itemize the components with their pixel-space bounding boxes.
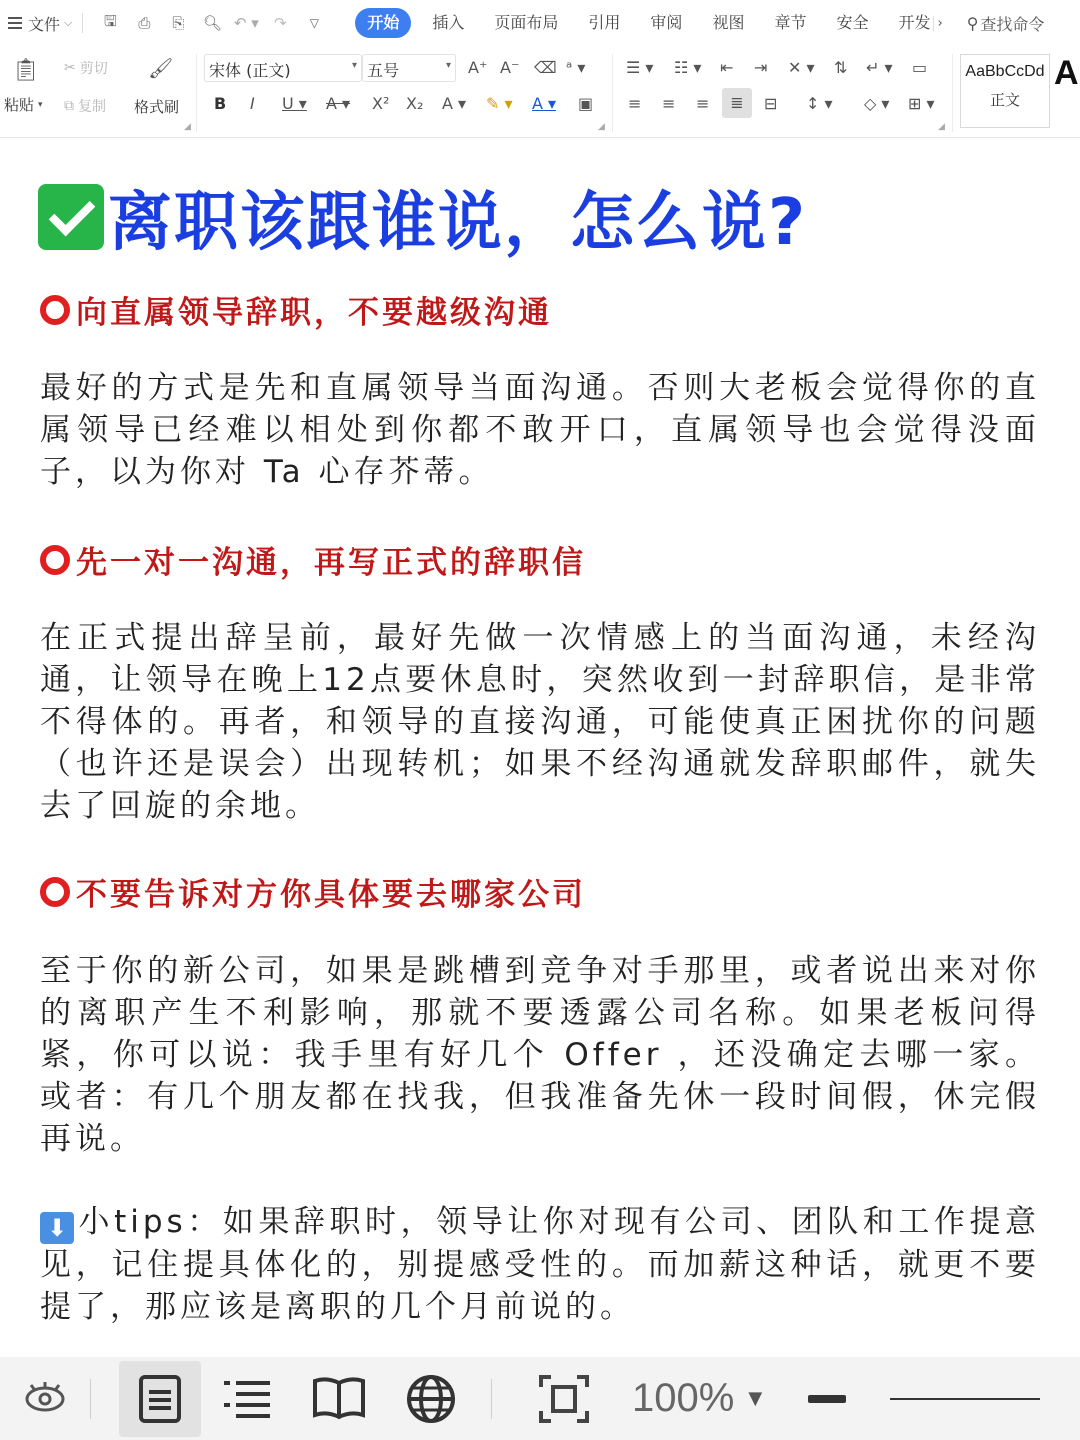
book-icon	[311, 1375, 367, 1423]
style-heading-preview[interactable]: A	[1054, 54, 1079, 92]
sort-icon[interactable]: ⇅	[834, 58, 848, 77]
style-normal[interactable]	[960, 54, 1050, 128]
zoom-level[interactable]: 100%	[632, 1376, 735, 1420]
file-menu[interactable]	[28, 12, 72, 35]
section-heading-text: 不要告诉对方你具体要去哪家公司	[76, 877, 586, 913]
section-paragraph: 最好的方式是先和直属领导当面沟通。否则大老板会觉得你的直属领导已经难以相处到你都不敢开口，直属领导也会觉得没面子，以为你对 Ta 心存芥蒂。	[40, 370, 1040, 490]
section-heading-text: 先一对一沟通，再写正式的辞职信	[76, 545, 586, 581]
fit-page-icon	[537, 1373, 591, 1425]
export-icon[interactable]: ⎙	[138, 14, 151, 32]
divider	[491, 1379, 492, 1419]
char-border-icon[interactable]: ▣	[578, 94, 594, 113]
status-bar	[0, 1357, 1080, 1440]
ruler-icon[interactable]: ▭	[912, 58, 928, 77]
fit-page-button[interactable]	[520, 1364, 608, 1434]
tab-home[interactable]: 开始	[355, 8, 411, 38]
chevron-down-icon: ▾	[351, 60, 357, 71]
document-page[interactable]	[0, 139, 1080, 1357]
title-text: 离职该跟谁说，怎么说?	[108, 186, 808, 260]
style-name: 正文	[989, 91, 1020, 109]
font-size-select[interactable]	[362, 54, 456, 82]
subscript-icon[interactable]: X₂	[406, 94, 424, 113]
section-paragraph: 在正式提出辞呈前，最好先做一次情感上的当面沟通，未经沟通，让领导在晚上12点要休息时，突然收到一封辞职信，是非常不得体的。再者，和领导的直接沟通，可能使真正困扰你的问题（也许还是误会）出现转机；如果不经沟通就发辞职邮件，就失去了回旋的余地。	[40, 620, 1040, 824]
page-view-icon	[137, 1374, 183, 1424]
customize-icon[interactable]: ▽	[309, 16, 319, 30]
align-left-icon[interactable]: ≡	[628, 94, 642, 113]
file-menu-label: 文件	[28, 14, 61, 34]
numbered-list-icon[interactable]: ☷ ▾	[674, 58, 702, 77]
format-painter-button[interactable]: 格式刷	[134, 98, 180, 116]
outline-view-button[interactable]	[201, 1364, 293, 1434]
align-center-icon[interactable]: ≡	[662, 94, 676, 113]
divider	[952, 54, 953, 132]
borders-icon[interactable]: ⊞ ▾	[908, 94, 935, 113]
divider	[196, 54, 197, 132]
search-command-label: 查找命令	[980, 14, 1045, 34]
section-heading	[40, 869, 586, 914]
copy-label: 复制	[78, 99, 106, 115]
font-name-select[interactable]	[204, 54, 362, 82]
undo-icon[interactable]: ↶ ▾	[233, 14, 259, 32]
divider	[612, 54, 613, 132]
paragraph-launcher-icon[interactable]: ◢	[938, 122, 945, 132]
tab-chapter[interactable]: 章节	[774, 13, 807, 32]
section-heading-text: 向直属领导辞职，不要越级沟通	[76, 295, 552, 331]
section-heading	[40, 287, 552, 332]
bullet-list-icon[interactable]: ☰ ▾	[626, 58, 654, 77]
decrease-indent-icon[interactable]: ⇤	[720, 58, 734, 77]
redo-icon[interactable]: ↷	[274, 14, 287, 32]
outline-icon	[222, 1377, 272, 1421]
section-heading	[40, 537, 586, 582]
more-tabs-icon[interactable]: ›	[933, 16, 943, 31]
chevron-down-icon[interactable]: ▼	[748, 1388, 763, 1409]
check-mark-icon	[38, 184, 104, 250]
search-icon: ⚲	[966, 13, 979, 33]
chevron-down-icon: ⌵	[64, 16, 73, 29]
font-size-value: 五号	[367, 61, 400, 80]
document-title	[38, 171, 807, 263]
tab-developer[interactable]: 开发	[898, 13, 931, 32]
save-icon[interactable]: 🖫	[103, 11, 117, 30]
underline-icon[interactable]: U ▾	[282, 94, 307, 113]
shading-icon[interactable]: ◇ ▾	[864, 94, 890, 113]
italic-icon[interactable]: I	[250, 94, 255, 113]
chevron-down-icon: ▾	[38, 99, 43, 110]
chinese-layout-icon[interactable]: ✕ ▾	[788, 58, 815, 77]
tab-view[interactable]: 视图	[712, 13, 745, 32]
font-name-value: 宋体 (正文)	[209, 61, 291, 80]
tab-review[interactable]: 审阅	[650, 13, 683, 32]
circle-icon	[40, 545, 70, 575]
chevron-down-icon: ▾	[445, 60, 451, 71]
format-painter-icon[interactable]: 🖌︎	[148, 56, 174, 80]
section-paragraph: 至于你的新公司，如果是跳槽到竞争对手那里，或者说出来对你的离职产生不利影响，那就不要透露公司名称。如果老板问得紧，你可以说：我手里有好几个 Offer ，还没确定去哪一家。或者：有几个朋友都在找我，但我准备先休一段时间假，休完假再说。	[40, 953, 1040, 1157]
page-view-button[interactable]	[119, 1361, 201, 1437]
distribute-icon[interactable]: ⊟	[764, 94, 778, 113]
globe-icon	[405, 1373, 457, 1425]
tips-text: 小tips：如果辞职时，领导让你对现有公司、团队和工作提意见，记住提具体化的，别提感受性的。而加薪这种话，就更不要提了，那应该是离职的几个月前说的。	[40, 1204, 1040, 1325]
tips-paragraph	[40, 1201, 1040, 1328]
font-launcher-icon[interactable]: ◢	[598, 122, 605, 132]
superscript-icon[interactable]: X²	[372, 94, 390, 113]
tab-security[interactable]: 安全	[836, 13, 869, 32]
line-spacing-icon[interactable]: ↕ ▾	[806, 94, 833, 113]
copy-icon: ⧉	[64, 98, 74, 114]
tab-insert[interactable]: 插入	[432, 13, 465, 32]
eye-protection-button[interactable]	[0, 1364, 90, 1434]
grow-font-icon[interactable]: A⁺	[468, 58, 488, 77]
increase-indent-icon[interactable]: ⇥	[754, 58, 768, 77]
clear-format-icon[interactable]: ⌫	[534, 58, 557, 77]
shrink-font-icon[interactable]: A⁻	[500, 58, 520, 77]
ribbon-toolbar	[0, 46, 1080, 138]
cut-button[interactable]	[64, 58, 108, 78]
scissors-icon: ✂	[64, 60, 76, 76]
reading-view-button[interactable]	[293, 1364, 385, 1434]
strikethrough-icon[interactable]: A ▾	[326, 94, 351, 113]
divider	[82, 13, 83, 33]
divider	[90, 1379, 91, 1419]
zoom-slider[interactable]	[890, 1398, 1040, 1400]
align-right-icon[interactable]: ≡	[696, 94, 710, 113]
clipboard-launcher-icon[interactable]: ◢	[184, 122, 191, 132]
show-marks-icon[interactable]: ↵ ▾	[866, 58, 893, 77]
cut-label: 剪切	[79, 61, 108, 77]
font-color-icon[interactable]: A ▾	[532, 94, 557, 113]
menu-icon[interactable]	[8, 17, 22, 29]
style-sample: AaBbCcDd	[965, 63, 1045, 80]
circle-icon	[40, 295, 70, 325]
paste-label: 粘贴	[4, 96, 35, 114]
tab-references[interactable]: 引用	[588, 13, 621, 32]
bold-icon[interactable]: B	[214, 94, 227, 113]
text-effect-icon[interactable]: A ▾	[442, 94, 467, 113]
highlight-icon[interactable]: ✎ ▾	[486, 94, 513, 113]
down-arrow-icon: ⬇	[40, 1212, 74, 1244]
preview-icon[interactable]: 🔍︎	[202, 14, 222, 32]
paste-button[interactable]	[4, 94, 43, 115]
circle-icon	[40, 877, 70, 907]
paste-icon[interactable]: 📋︎	[12, 58, 40, 83]
menu-bar	[0, 0, 1080, 46]
search-command[interactable]	[967, 12, 1045, 35]
justify-icon[interactable]: ≣	[722, 88, 752, 118]
phonetic-icon[interactable]: ᵃ ▾	[566, 58, 586, 77]
tab-page-layout[interactable]: 页面布局	[494, 13, 559, 32]
copy-button[interactable]	[64, 96, 106, 116]
eye-icon	[23, 1382, 67, 1416]
print-icon[interactable]: ⎘	[172, 14, 185, 32]
web-view-button[interactable]	[385, 1364, 477, 1434]
zoom-out-button[interactable]	[808, 1395, 846, 1403]
